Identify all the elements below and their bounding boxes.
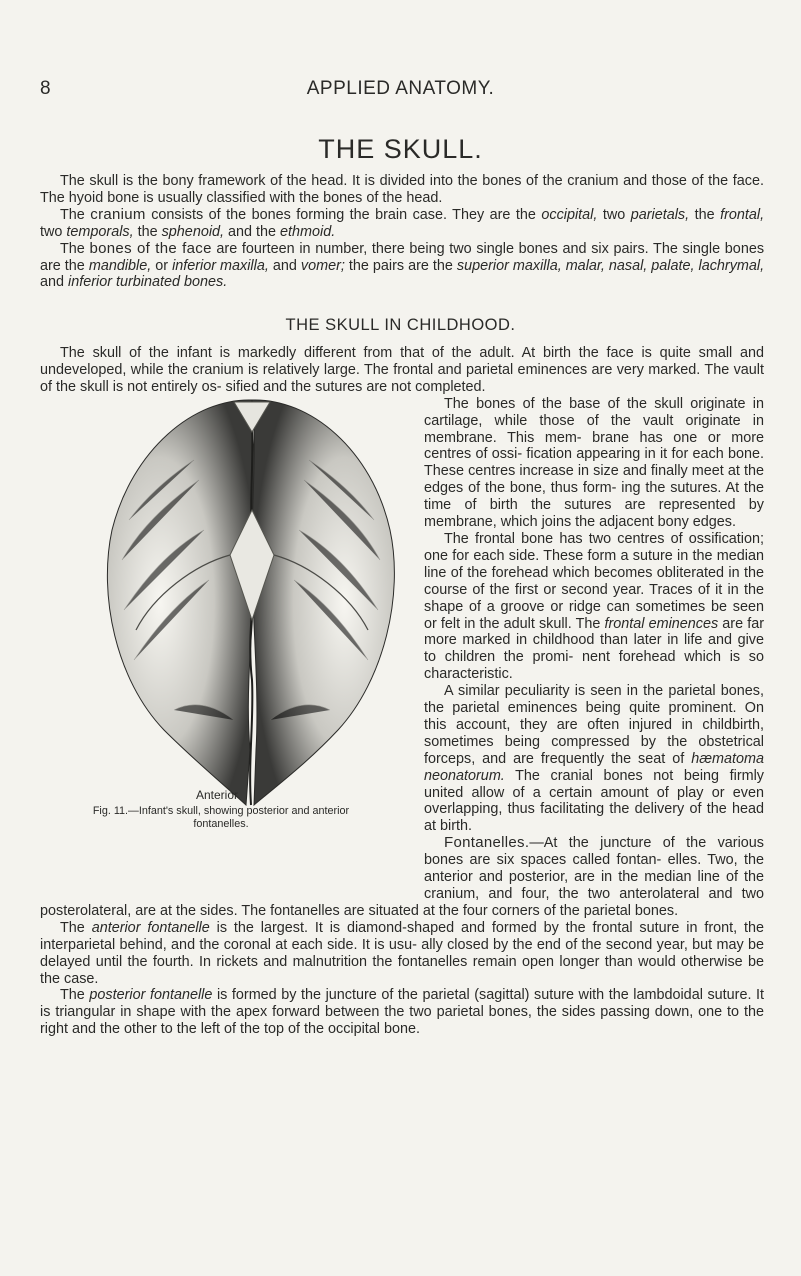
term-fontanelles: Fontanelles. bbox=[444, 834, 530, 852]
childhood-paragraph-3: The frontal bone has two centres of ossification; one for each side. These form a suture in the median line of the forehead which becomes obliterated in the course of the first or second year. Traces of it in the shape of a groove or ridge can sometimes be seen or felt in the adult skull. The frontal eminences are far more marked in childhood than later in life and give to children the promi- nent forehead which is so characteristic. bbox=[424, 530, 764, 683]
childhood-paragraph-2: The bones of the base of the skull originate in cartilage, while those of the vault originate in membrane. This mem- brane has one or more centres of ossi- fication appearing in it for each bone. These centres increase in size and finally meet at the edges of the bone, thus form- ing the sutures. At the time of birth the sutures are represented by membrane, which joins the adjacent bony edges. bbox=[424, 395, 764, 531]
section-heading: THE SKULL IN CHILDHOOD. bbox=[285, 316, 516, 334]
childhood-paragraph-6: The anterior fontanelle is the largest. It is diamond-shaped and formed by the frontal suture in front, the interparietal behind, and the coronal at each side. It is usu- ally closed by the end of the second year, but may be delayed until the fourth. In rickets and malnutrition the fontanelles remain open longer than would otherwise be the case. bbox=[40, 919, 765, 987]
childhood-paragraph-5: Fontanelles.—At the juncture of the various bones are six spaces called fontan- elles. Two, the anterior and posterior, are in the median line of the cranium, and four, the two anterolateral and two posterolateral, are at the sides. The fontanelles are situated at the four corners of the parietal bones. bbox=[40, 834, 764, 919]
term-cranium: cranium bbox=[90, 205, 146, 223]
infant-skull-illustration bbox=[84, 380, 414, 820]
term-bones-of-face: bones of the face bbox=[89, 239, 212, 257]
intro-paragraph-3: The bones of the face are fourteen in number, there being two single bones and six pairs. The single bones are the mandible, or inferior maxilla, and vomer; the pairs are the superior maxilla, malar, nasal, palate, lachrymal, and inferior turbinated bones. bbox=[40, 239, 765, 291]
intro-paragraph-2: The cranium consists of the bones forming the brain case. They are the occipital, two parietals, the frontal, two temporals, the sphenoid, and the ethmoid. bbox=[40, 205, 765, 240]
infant-skull-figure bbox=[84, 380, 414, 820]
figure-caption: Fig. 11.—Infant's skull, showing posterior and anterior fontanelles. bbox=[92, 805, 350, 830]
childhood-paragraph-7: The posterior fontanelle is formed by the juncture of the parietal (sagittal) suture with the lambdoidal suture. It is triangular in shape with the apex forward between the two parietal bones, the sides passing down, one to the right and the other to the left of the top of the occipital bone. bbox=[40, 987, 765, 1038]
childhood-paragraph-4: A similar peculiarity is seen in the parietal bones, the parietal eminences being quite prominent. On this account, they are often injured in childbirth, sometimes being compressed by the obstetrical forceps, and are frequently the seat of hæmatoma neonatorum. The cranial bones not being firmly united allow of a certain amount of play or even overlapping, thus facilitating the delivery of the head at birth. bbox=[424, 683, 764, 835]
running-head bbox=[40, 78, 761, 104]
chapter-title: THE SKULL. bbox=[318, 134, 483, 164]
figure-label: Anterior. bbox=[196, 788, 241, 802]
intro-section bbox=[40, 173, 764, 291]
intro-paragraph-1: The skull is the bony framework of the head. It is divided into the bones of the cranium and those of the face. The hyoid bone is usually classified with the bones of the head. bbox=[40, 173, 764, 206]
page-number: 8 bbox=[40, 78, 52, 99]
childhood-paragraph-1: The skull of the infant is markedly different from that of the adult. At birth the face is quite small and undeveloped, while the cranium is relatively large. The frontal and parietal eminences are very marked. The vault of the skull is not entirely os- sified and the sutures are not completed. bbox=[40, 345, 764, 395]
running-title: APPLIED ANATOMY. bbox=[306, 78, 495, 99]
